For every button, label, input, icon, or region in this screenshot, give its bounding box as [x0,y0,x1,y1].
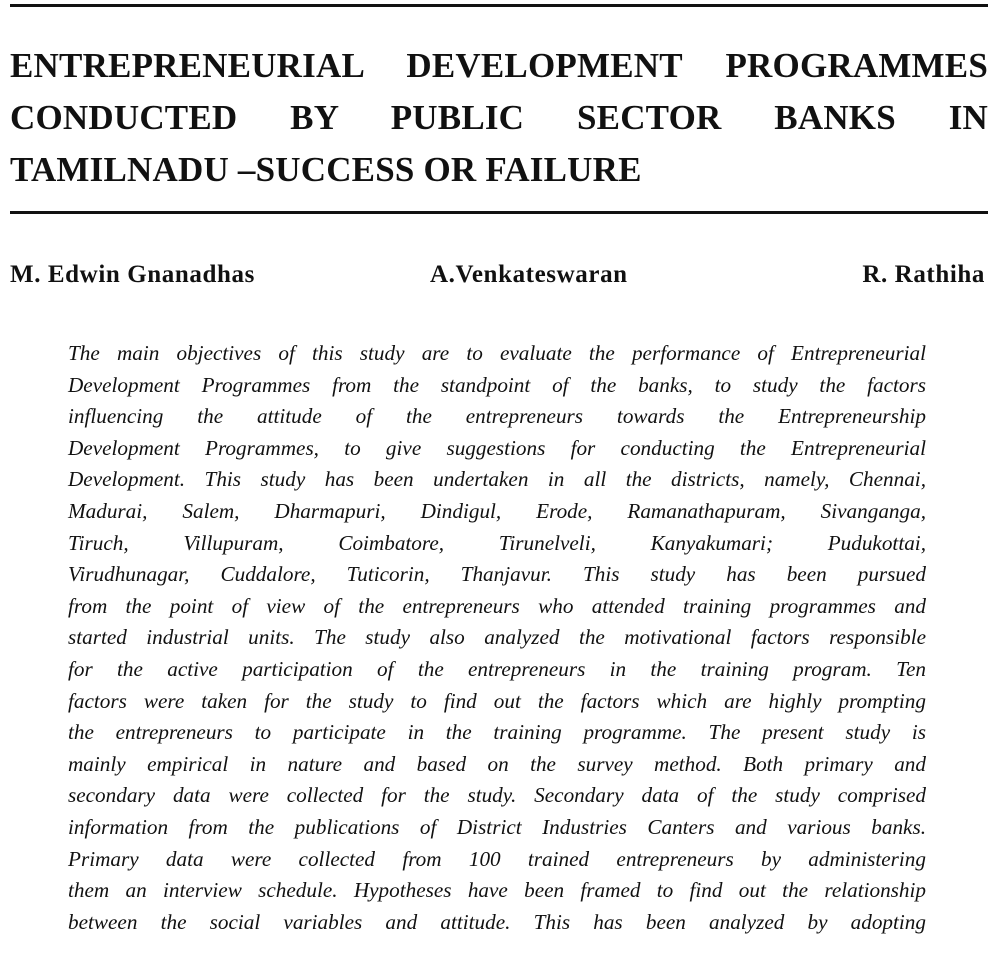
author-name: A.Venkateswaran [430,261,628,288]
paper-title [10,40,988,196]
abstract-line: Development. This study has been undertaken in all the districts, namely, Chennai, [68,467,926,492]
top-rule [10,4,988,7]
author-name: M. Edwin Gnanadhas [10,261,255,288]
abstract-line: mainly empirical in nature and based on the survey method. Both primary and [68,751,926,776]
abstract-line: information from the publications of District Industries Canters and various banks. [68,814,926,839]
abstract-line: secondary data were collected for the study. Secondary data of the study comprised [68,783,926,808]
abstract [68,338,926,938]
abstract-line: the entrepreneurs to participate in the training programme. The present study is [68,720,926,745]
abstract-line: for the active participation of the entrepreneurs in the training program. Ten [68,656,926,681]
abstract-line: The main objectives of this study are to evaluate the performance of Entrepreneurial [68,341,926,365]
abstract-line: Development Programmes from the standpoint of the banks, to study the factors [68,372,926,397]
bottom-rule [10,211,988,214]
abstract-line: Virudhunagar, Cuddalore, Tuticorin, Thanjavur. This study has been pursued [68,562,926,587]
abstract-line: influencing the attitude of the entrepreneurs towards the Entrepreneurship [68,404,926,429]
abstract-line: them an interview schedule. Hypotheses have been framed to find out the relationship [68,878,926,903]
abstract-line: Tiruch, Villupuram, Coimbatore, Tirunelveli, Kanyakumari; Pudukottai, [68,530,926,555]
author-name: R. Rathiha [862,261,985,288]
abstract-line: factors were taken for the study to find out the factors which are highly prompting [68,688,926,713]
author-list [10,258,985,292]
abstract-line: started industrial units. The study also analyzed the motivational factors responsible [68,625,926,650]
title-line: CONDUCTED BY PUBLIC SECTOR BANKS IN [10,98,988,137]
title-line: TAMILNADU –SUCCESS OR FAILURE [10,150,642,189]
abstract-line: Development Programmes, to give suggestions for conducting the Entrepreneurial [68,435,926,460]
abstract-line: Primary data were collected from 100 trained entrepreneurs by administering [68,846,926,871]
title-line: ENTREPRENEURIAL DEVELOPMENT PROGRAMMES [10,46,988,85]
abstract-line: from the point of view of the entrepreneurs who attended training programmes and [68,593,926,618]
abstract-line: Madurai, Salem, Dharmapuri, Dindigul, Erode, Ramanathapuram, Sivanganga, [68,498,926,523]
abstract-line: between the social variables and attitude. This has been analyzed by adopting [68,909,926,934]
